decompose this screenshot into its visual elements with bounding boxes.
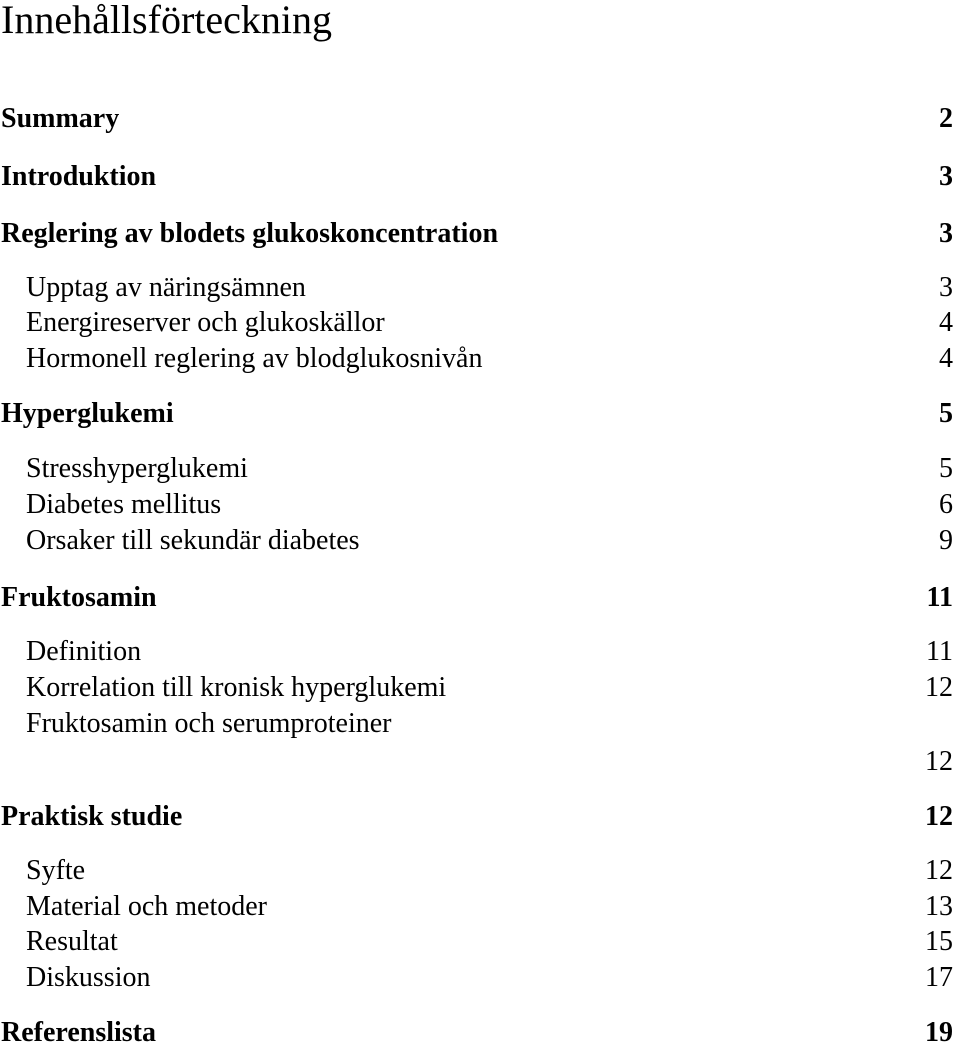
- toc-page-number: 19: [925, 1017, 953, 1048]
- toc-entry-label: Summary: [1, 103, 120, 134]
- toc-entry-label: Energireserver och glukoskällor: [26, 307, 385, 338]
- toc-subentry-hormonell[interactable]: [0, 342, 960, 376]
- toc-page-number: 3: [939, 272, 953, 303]
- toc-entry-label: Syfte: [26, 855, 86, 886]
- toc-page-number: 12: [925, 746, 953, 777]
- toc-page-number: 13: [925, 891, 953, 922]
- toc-subentry-syfte[interactable]: [0, 854, 960, 888]
- toc-entry-label: Praktisk studie: [1, 801, 183, 832]
- toc-page-number: 15: [925, 926, 953, 957]
- toc-page-number: 12: [925, 855, 953, 886]
- toc-entry-referenslista[interactable]: [0, 1016, 960, 1050]
- toc-subentry-material-metoder[interactable]: [0, 890, 960, 924]
- toc-page-number: 12: [925, 801, 953, 832]
- toc-entry-label: Introduktion: [1, 161, 157, 192]
- toc-entry-label: Orsaker till sekundär diabetes: [26, 525, 360, 556]
- toc-page-number: 17: [925, 962, 953, 993]
- toc-entry-label: Fruktosamin: [1, 582, 157, 613]
- toc-subentry-stresshyperglukemi[interactable]: [0, 452, 960, 486]
- toc-entry-label: Hyperglukemi: [1, 398, 174, 429]
- toc-page-number: 4: [939, 343, 953, 374]
- toc-subentry-page-continuation[interactable]: [0, 745, 960, 779]
- toc-subentry-definition[interactable]: [0, 635, 960, 669]
- toc-entry-fruktosamin[interactable]: [0, 581, 960, 615]
- page-title: Innehållsförteckning: [1, 0, 332, 42]
- toc-page-number: 4: [939, 307, 953, 338]
- toc-page-number: 5: [939, 398, 953, 429]
- toc-entry-label: Reglering av blodets glukoskoncentration: [1, 218, 499, 249]
- toc-entry-praktisk-studie[interactable]: [0, 800, 960, 834]
- toc-page-number: 11: [926, 582, 953, 613]
- toc-page-number: 2: [939, 103, 953, 134]
- toc-entry-label: Resultat: [26, 926, 118, 957]
- toc-entry-label: Fruktosamin och serumproteiner: [26, 708, 392, 739]
- toc-entry-reglering[interactable]: [0, 217, 960, 251]
- toc-entry-label: Material och metoder: [26, 891, 268, 922]
- toc-page-number: 6: [939, 489, 953, 520]
- toc-subentry-energireserver[interactable]: [0, 306, 960, 340]
- toc-entry-label: Referenslista: [1, 1017, 156, 1048]
- toc-entry-hyperglukemi[interactable]: [0, 397, 960, 431]
- toc-entry-label: Upptag av näringsämnen: [26, 272, 306, 303]
- toc-entry-summary[interactable]: [0, 102, 960, 136]
- toc-subentry-korrelation[interactable]: [0, 671, 960, 705]
- toc-subentry-orsaker[interactable]: [0, 524, 960, 558]
- toc-page-number: 11: [926, 636, 953, 667]
- toc-entry-label: Definition: [26, 636, 142, 667]
- toc-subentry-diabetes-mellitus[interactable]: [0, 488, 960, 522]
- toc-page-number: 5: [939, 453, 953, 484]
- toc-entry-label: Diabetes mellitus: [26, 489, 222, 520]
- toc-entry-introduktion[interactable]: [0, 160, 960, 194]
- toc-page-number: 3: [939, 218, 953, 249]
- toc-subentry-fruktosamin-serumproteiner[interactable]: [0, 707, 960, 741]
- toc-entry-label: Stresshyperglukemi: [26, 453, 248, 484]
- toc-subentry-diskussion[interactable]: [0, 961, 960, 995]
- toc-subentry-upptag[interactable]: [0, 271, 960, 305]
- toc-subentry-resultat[interactable]: [0, 925, 960, 959]
- toc-page-number: 9: [939, 525, 953, 556]
- toc-entry-label: Korrelation till kronisk hyperglukemi: [26, 672, 447, 703]
- toc-page-number: 3: [939, 161, 953, 192]
- toc-entry-label: Diskussion: [26, 962, 151, 993]
- toc-entry-label: Hormonell reglering av blodglukosnivån: [26, 343, 483, 374]
- toc-page-number: 12: [925, 672, 953, 703]
